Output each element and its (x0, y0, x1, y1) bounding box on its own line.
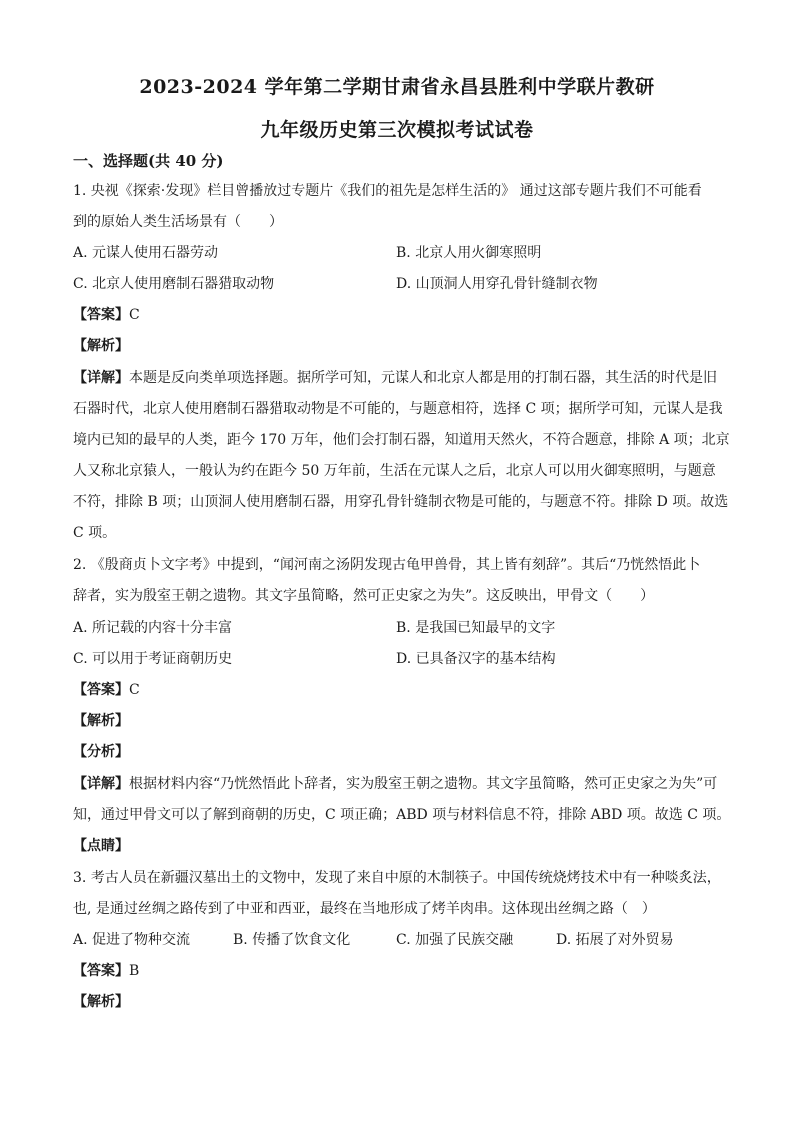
q1-option-a: A. 元谋人使用石器劳动 (73, 245, 219, 261)
q2-detail-line1 (73, 774, 723, 794)
q2-dianjing-tag: 【点睛】 (73, 838, 129, 854)
q2-answer (73, 680, 723, 700)
q1-detail-line6: C 项。 (73, 525, 117, 541)
q1-option-c: C. 北京人使用磨制石器猎取动物 (73, 276, 275, 292)
answer-tag: 【答案】 (73, 307, 129, 323)
detail-text: 本题是反向类单项选择题。据所学可知，元谋人和北京人都是用的打制石器，其生活的时代是旧 (129, 370, 717, 386)
q3-option-d: D. 拓展了对外贸易 (556, 932, 674, 948)
q1-option-d: D. 山顶洞人用穿孔骨针缝制衣物 (396, 276, 598, 292)
answer-tag: 【答案】 (73, 963, 129, 979)
q3-analysis-tag: 【解析】 (73, 994, 129, 1010)
q3-stem-line1: 3. 考古人员在新疆汉墓出土的文物中，发现了来自中原的木制筷子。中国传统烧烤技术中有一种啖炙法， (73, 870, 721, 886)
answer-value: C (129, 682, 140, 698)
detail-text: 根据材料内容“乃恍然悟此卜辞者，实为殷室王朝之遗物。其文字虽简略，然可正史家之为失”可 (129, 776, 718, 792)
q1-option-b: B. 北京人用火御寒照明 (396, 245, 542, 261)
q1-detail-line2: 石器时代，北京人使用磨制石器猎取动物是不可能的，与题意相符，选择 C 项；据所学可知，元谋人是我 (73, 401, 723, 417)
q1-stem-line2: 到的原始人类生活场景有（ ） (73, 214, 283, 230)
section-heading: 一、选择题(共 40 分) (73, 152, 224, 170)
q3-stem-line2: 也, 是通过丝绸之路传到了中亚和西亚，最终在当地形成了烤羊肉串。这体现出丝绸之路（ ） (73, 901, 656, 917)
q2-stem-line1: 2. 《殷商贞卜文字考》中提到，“闻河南之汤阴发现古龟甲兽骨，其上皆有刻辞”。其后“乃恍然悟此卜 (73, 557, 701, 573)
q2-option-a: A. 所记载的内容十分丰富 (73, 620, 233, 636)
q2-detail-line2: 知，通过甲骨文可以了解到商朝的历史，C 项正确；ABD 项与材料信息不符，排除 ABD 项。故选 C 项。 (73, 807, 731, 823)
exam-title-line2: 九年级历史第三次模拟考试试卷 (260, 119, 534, 141)
answer-value: C (129, 307, 140, 323)
q2-stem-line2: 辞者，实为殷室王朝之遗物。其文字虽简略，然可正史家之为失”。这反映出，甲骨文（ ） (73, 588, 655, 604)
answer-value: B (129, 963, 140, 979)
q3-option-a: A. 促进了物种交流 (73, 932, 191, 948)
q1-detail-line1 (73, 368, 723, 388)
q3-option-c: C. 加强了民族交融 (396, 932, 514, 948)
q1-answer (73, 305, 723, 325)
q2-fenxi-tag: 【分析】 (73, 744, 129, 760)
q3-option-b: B. 传播了饮食文化 (233, 932, 351, 948)
q1-detail-line5: 不符，排除 B 项；山顶洞人使用磨制石器，用穿孔骨针缝制衣物是可能的，与题意不符。排除 D 项。故选 (73, 494, 729, 510)
q1-analysis-tag: 【解析】 (73, 338, 129, 354)
q2-option-c: C. 可以用于考证商朝历史 (73, 651, 233, 667)
q1-detail-line3: 境内已知的最早的人类，距今 170 万年，他们会打制石器，知道用天然火，不符合题意，排除 A 项；北京 (73, 432, 730, 448)
detail-tag: 【详解】 (73, 370, 129, 386)
q2-analysis-tag: 【解析】 (73, 713, 129, 729)
answer-tag: 【答案】 (73, 682, 129, 698)
q3-answer (73, 961, 723, 981)
q2-option-d: D. 已具备汉字的基本结构 (396, 651, 556, 667)
q2-option-b: B. 是我国已知最早的文字 (396, 620, 556, 636)
detail-tag: 【详解】 (73, 776, 129, 792)
exam-title-line1: 2023-2024 学年第二学期甘肃省永昌县胜利中学联片教研 (139, 76, 655, 98)
q1-detail-line4: 人又称北京猿人，一般认为约在距今 50 万年前，生活在元谋人之后，北京人可以用火御寒照明，与题意 (73, 463, 716, 479)
q1-stem-line1: 1. 央视《探索·发现》栏目曾播放过专题片《我们的祖先是怎样生活的》 通过这部专题片我们不可能看 (73, 183, 702, 199)
